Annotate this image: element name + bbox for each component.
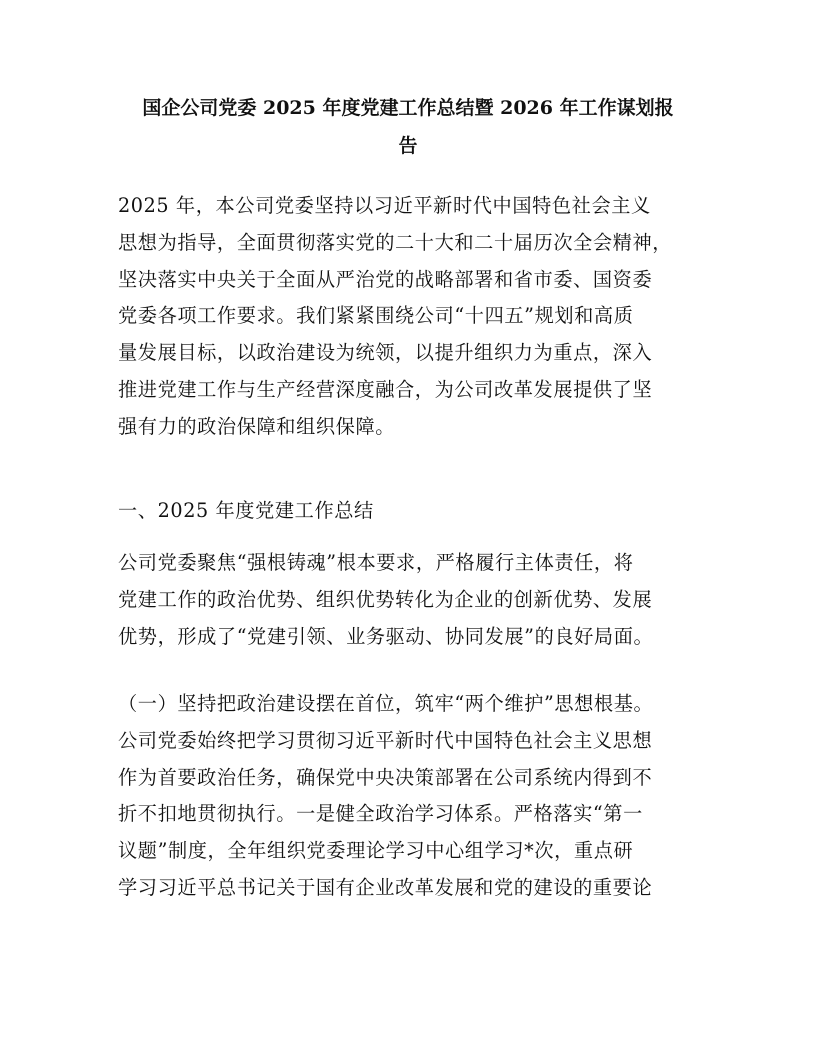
subsection-paragraph [118,686,702,907]
title-line: 告 [398,135,418,157]
text-line: 量发展目标，以政治建设为统领，以提升组织力为重点，深入 [118,341,653,365]
text-line: 公司党委聚焦“强根铸魂”根本要求，严格履行主体责任，将 [118,551,634,574]
text-line: 折不扣地贯彻执行。一是健全政治学习体系。严格落实“第一 [118,802,643,826]
text-line: 思想为指导，全面贯彻落实党的二十大和二十届历次全会精神， [118,230,673,254]
text-line: 优势，形成了“党建引领、业务驱动、协同发展”的良好局面。 [118,624,654,648]
section-heading [118,493,702,530]
text-line: 党建工作的政治优势、组织优势转化为企业的创新优势、发展 [118,587,653,611]
text-line: 强有力的政治保障和组织保障。 [118,414,396,438]
intro-paragraph [118,188,702,446]
text-line: 公司党委始终把学习贯彻习近平新时代中国特色社会主义思想 [118,728,653,752]
text-line: 学习习近平总书记关于国有企业改革发展和党的建设的重要论 [118,875,653,899]
title-line: 国企公司党委 2025 年度党建工作总结暨 2026 年工作谋划报 [142,97,674,119]
summary-paragraph [118,545,702,655]
text-line: 推进党建工作与生产经营深度融合，为公司改革发展提供了坚 [118,377,653,401]
document-title [118,89,698,165]
text-line: （一）坚持把政治建设摆在首位，筑牢“两个维护”思想根基。 [118,692,654,715]
text-line: 一、2025 年度党建工作总结 [118,499,374,522]
text-line: 议题”制度，全年组织党委理论学习中心组学习*次，重点研 [118,839,634,863]
text-line: 2025 年，本公司党委坚持以习近平新时代中国特色社会主义 [118,194,651,217]
text-line: 坚决落实中央关于全面从严治党的战略部署和省市委、国资委 [118,267,653,291]
text-line: 作为首要政治任务，确保党中央决策部署在公司系统内得到不 [118,765,653,789]
text-line: 党委各项工作要求。我们紧紧围绕公司“十四五”规划和高质 [118,304,634,328]
